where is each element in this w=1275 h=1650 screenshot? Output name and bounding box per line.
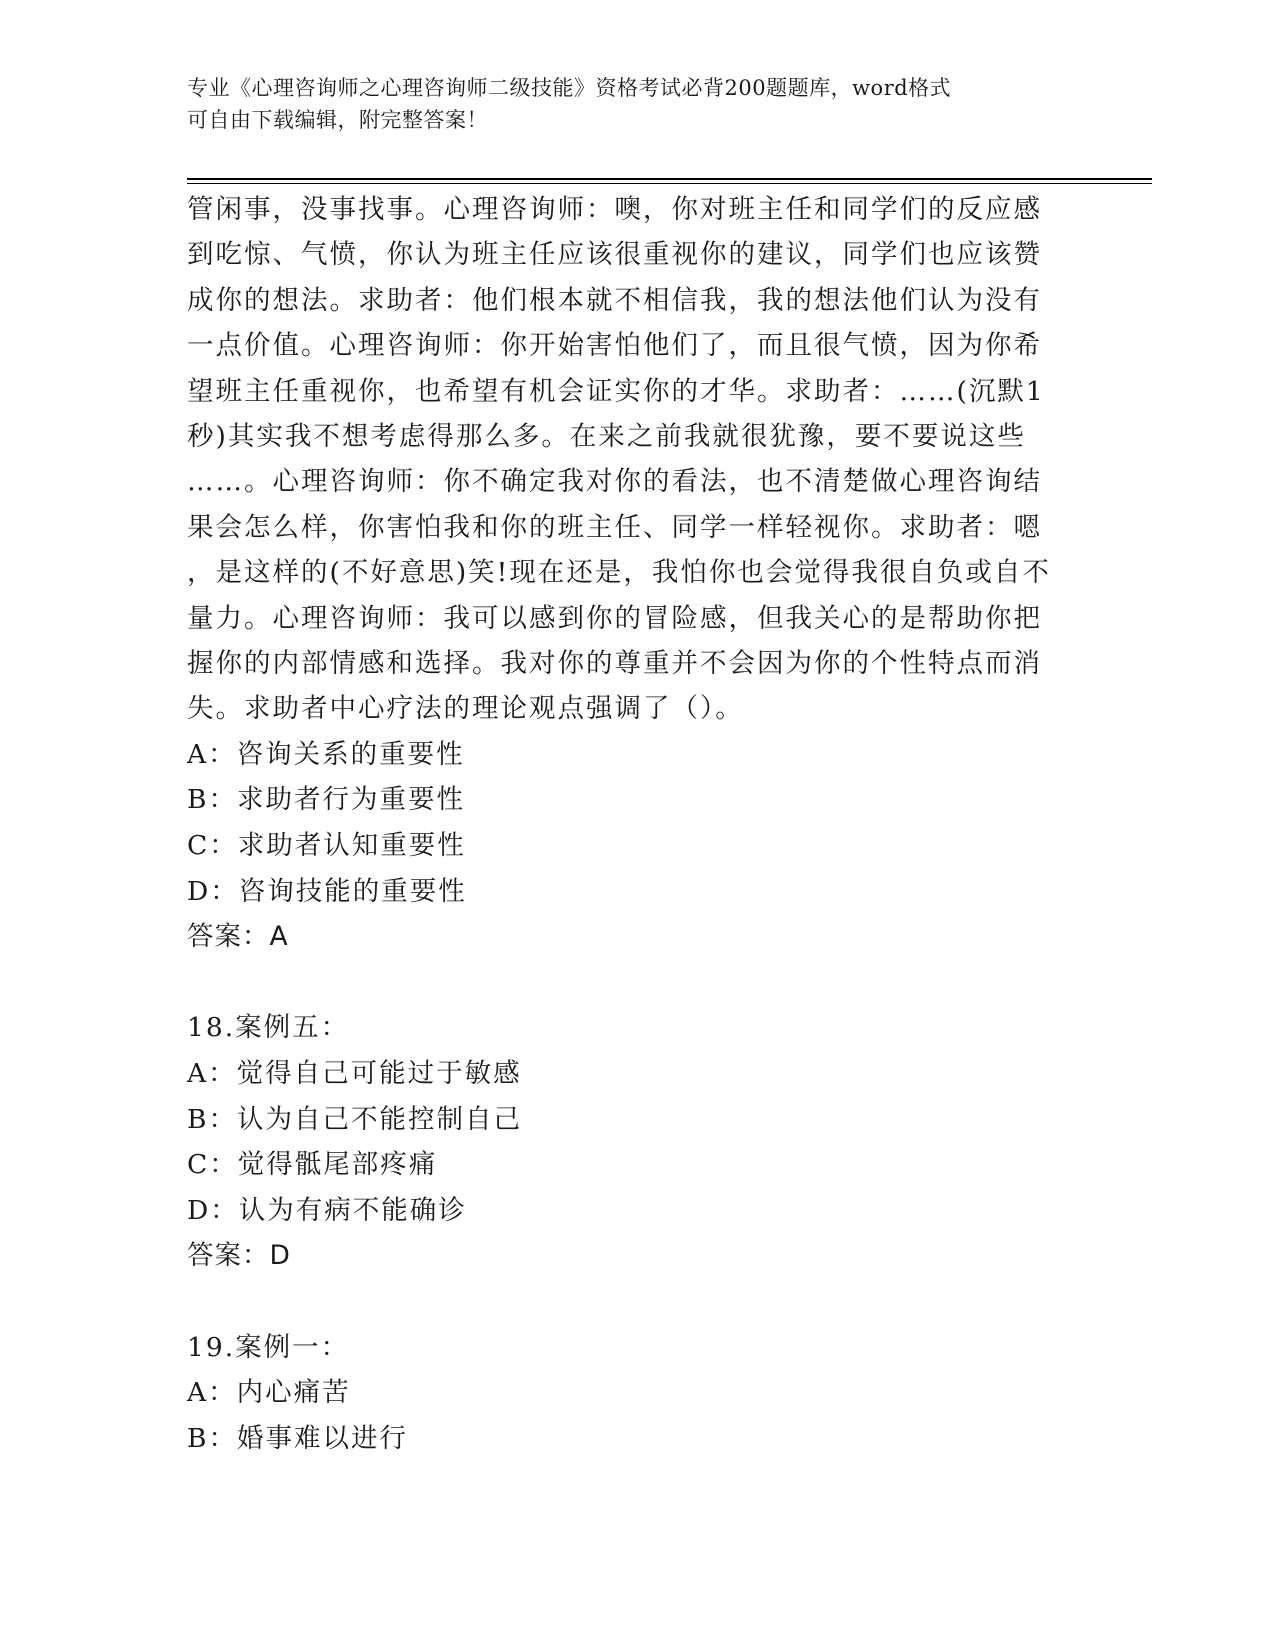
passage-line: 到吃惊、气愤，你认为班主任应该很重视你的建议，同学们也应该赞 (187, 239, 1042, 271)
question-18-option-d: D：认为有病不能确诊 (187, 1194, 467, 1226)
question-19-option-b: B：婚事难以进行 (187, 1422, 408, 1454)
page-header (187, 72, 1067, 136)
question-17-option-d: D：咨询技能的重要性 (187, 875, 467, 907)
header-rule-bottom (187, 183, 1152, 184)
spacer (187, 960, 1072, 1006)
header-line-2: 可自由下载编辑，附完整答案！ (187, 108, 488, 132)
passage-line: 握你的内部情感和选择。我对你的尊重并不会因为你的个性特点而消 (187, 648, 1042, 680)
passage-line: 秒)其实我不想考虑得那么多。在来之前我就很犹豫，要不要说这些 (187, 421, 1026, 453)
question-17-option-c: C：求助者认知重要性 (187, 830, 466, 862)
passage-line: ，是这样的(不好意思)笑!现在还是，我怕你也会觉得我很自负或自不 (187, 557, 1051, 589)
header-line-1: 专业《心理咨询师之心理咨询师二级技能》资格考试必背200题题库，word格式 (187, 76, 952, 100)
passage-line: ……。心理咨询师：你不确定我对你的看法，也不清楚做心理咨询结 (187, 466, 1042, 498)
question-19-option-a: A：内心痛苦 (187, 1377, 351, 1409)
question-18-option-c: C：觉得骶尾部疼痛 (187, 1149, 438, 1181)
question-17-option-b: B：求助者行为重要性 (187, 784, 465, 816)
document-body (187, 187, 1072, 1461)
passage-line: 望班主任重视你，也希望有机会证实你的才华。求助者：……(沉默1 (187, 375, 1045, 407)
question-17-passage (187, 187, 1072, 732)
question-18-option-a: A：觉得自己可能过于敏感 (187, 1058, 522, 1090)
question-18-title: 18.案例五： (187, 1012, 350, 1044)
question-18-answer: 答案：D (187, 1240, 291, 1272)
passage-line: 成你的想法。求助者：他们根本就不相信我，我的想法他们认为没有 (187, 284, 1042, 316)
header-rule-top (187, 178, 1152, 180)
question-18-option-b: B：认为自己不能控制自己 (187, 1103, 522, 1135)
passage-line: 量力。心理咨询师：我可以感到你的冒险感，但我关心的是帮助你把 (187, 602, 1042, 634)
passage-line: 一点价值。心理咨询师：你开始害怕他们了，而且很气愤，因为你希 (187, 330, 1042, 362)
question-17-answer: 答案：A (187, 921, 289, 953)
passage-line: 失。求助者中心疗法的理论观点强调了（）。 (187, 693, 744, 725)
passage-line: 管闲事，没事找事。心理咨询师：噢，你对班主任和同学们的反应感 (187, 194, 1042, 225)
question-19-title: 19.案例一： (187, 1331, 350, 1363)
question-17-option-a: A：咨询关系的重要性 (187, 738, 465, 770)
spacer (187, 1279, 1072, 1325)
passage-line: 果会怎么样，你害怕我和你的班主任、同学一样轻视你。求助者：嗯 (187, 511, 1042, 543)
